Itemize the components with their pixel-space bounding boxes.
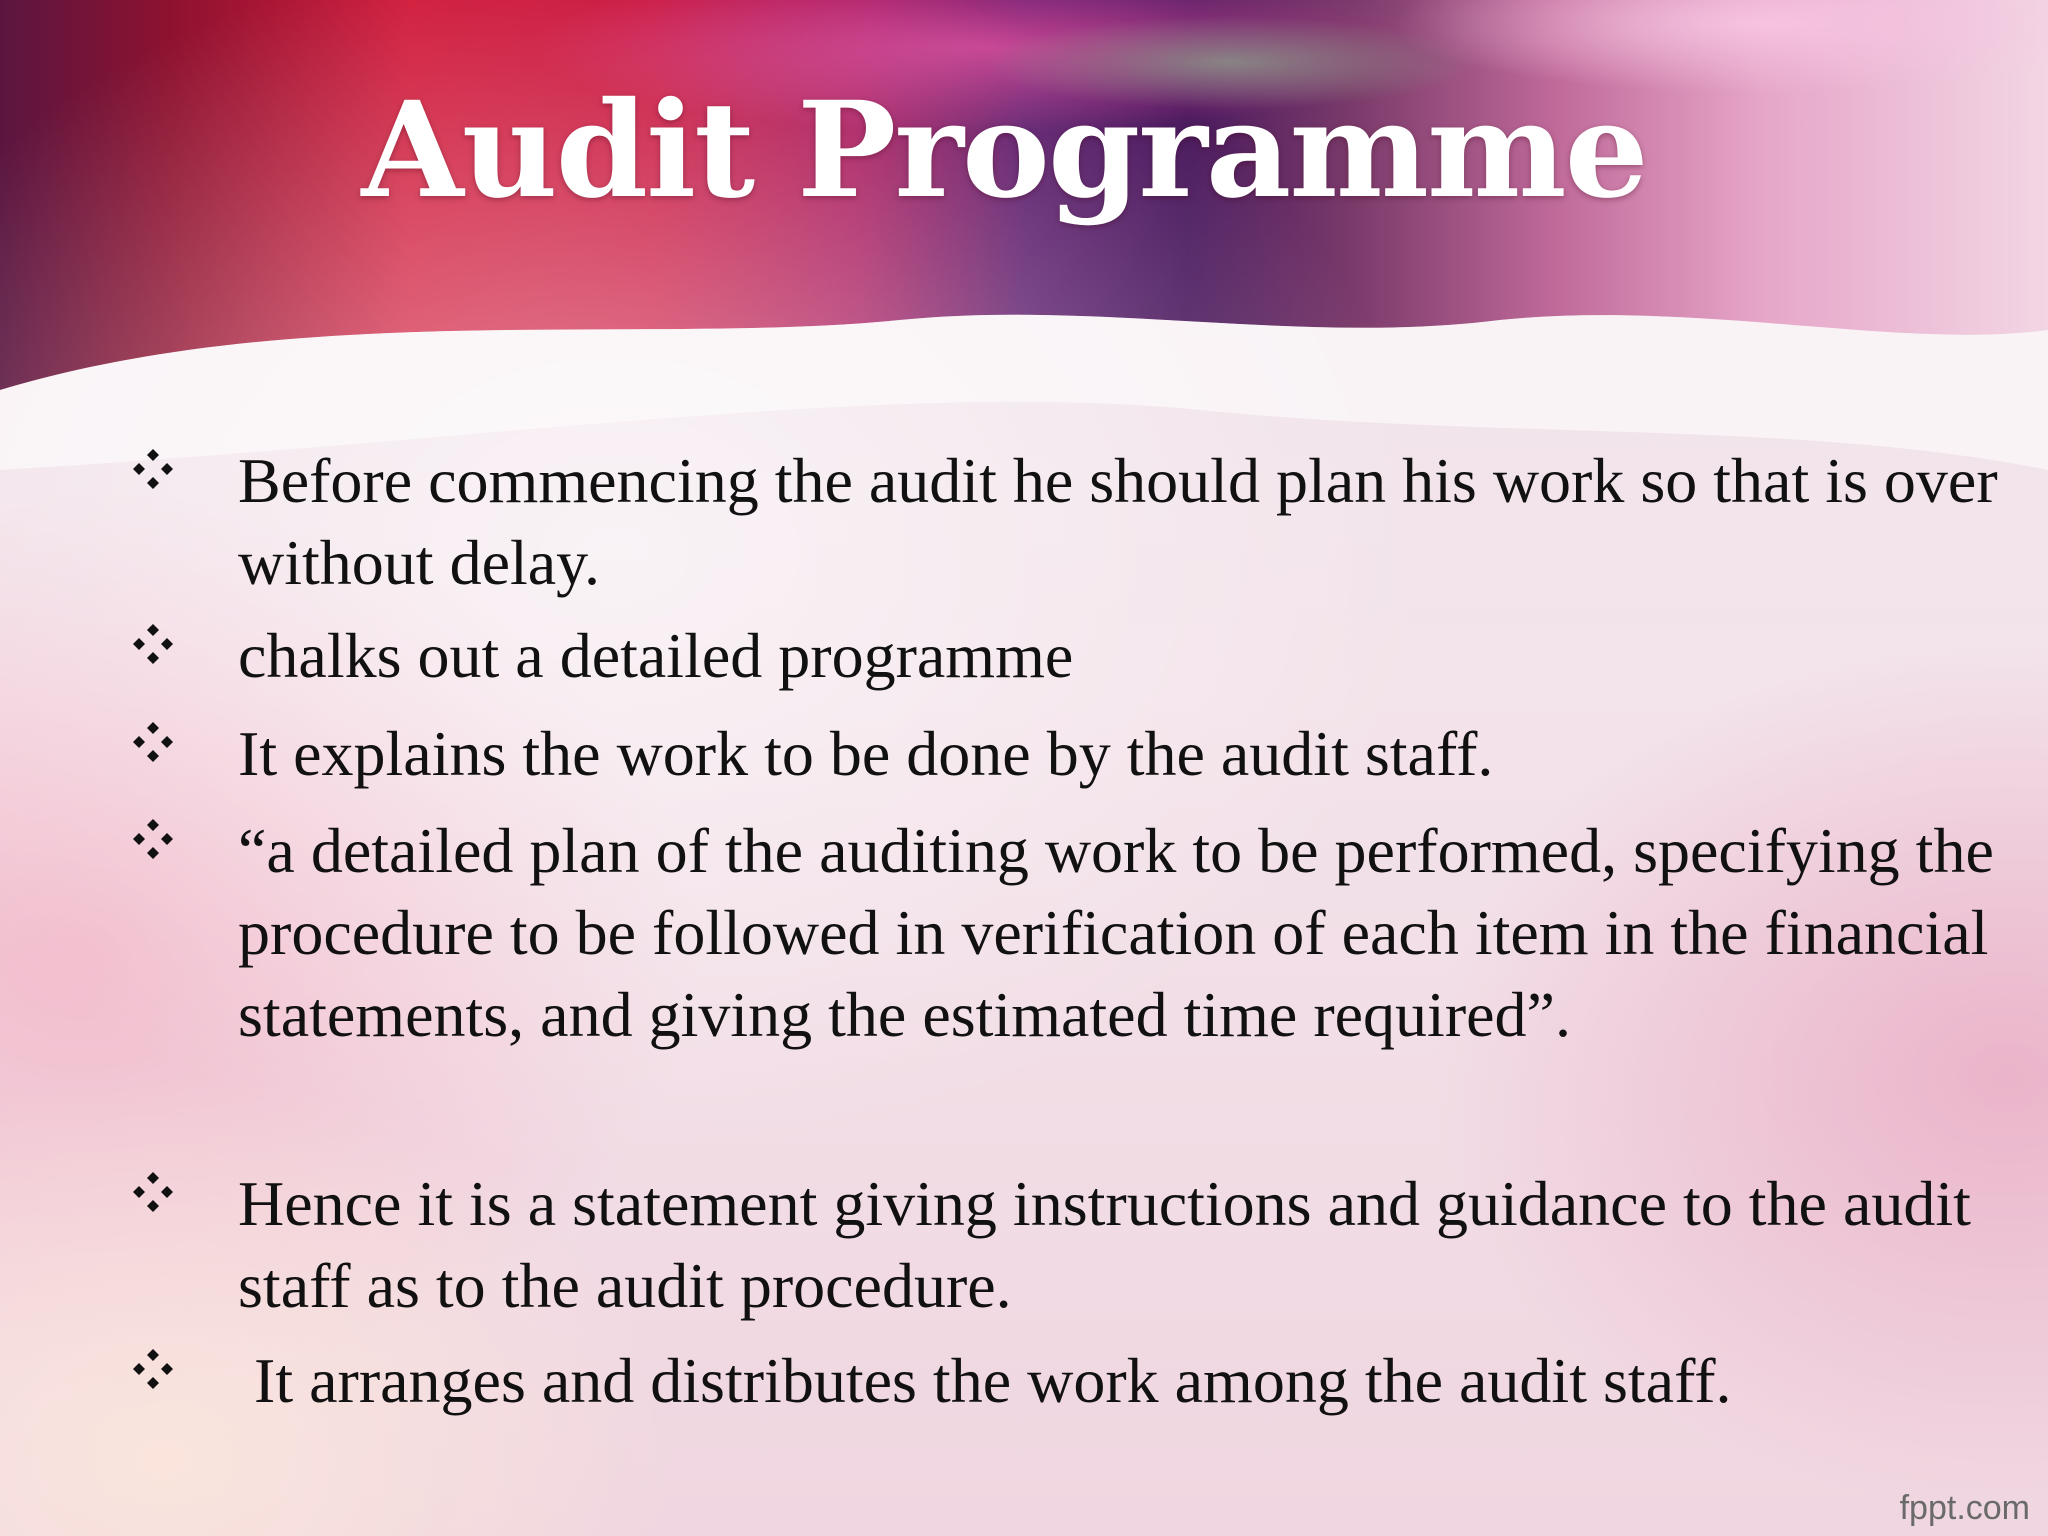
bullet-text: It arranges and distributes the work among the audit staff. <box>238 1345 1732 1416</box>
four-diamond-bullet-icon <box>128 444 178 494</box>
four-diamond-bullet-icon <box>128 814 178 864</box>
bullet-text: chalks out a detailed programme <box>238 620 1074 691</box>
four-diamond-bullet-icon <box>128 717 178 767</box>
four-diamond-bullet-icon <box>128 1167 178 1217</box>
watermark: fppt.com <box>1899 1489 2030 1527</box>
four-diamond-bullet-icon <box>128 1344 178 1394</box>
bullet-text: “a detailed plan of the auditing work to be performed, specifying the procedure to be followed in verification of each item in the financial statements, and giving the estimated time required”. <box>238 815 1994 1050</box>
bullet-text: Hence it is a statement giving instructions and guidance to the audit staff as to the audit procedure. <box>238 1168 1971 1321</box>
bullet-text: It explains the work to be done by the audit staff. <box>238 718 1494 789</box>
four-diamond-bullet-icon <box>128 619 178 669</box>
slide-title-text: Audit Programme <box>361 73 1647 228</box>
bullet-text: Before commencing the audit he should plan his work so that is over without delay. <box>238 445 1998 598</box>
slide-title <box>0 73 2048 228</box>
